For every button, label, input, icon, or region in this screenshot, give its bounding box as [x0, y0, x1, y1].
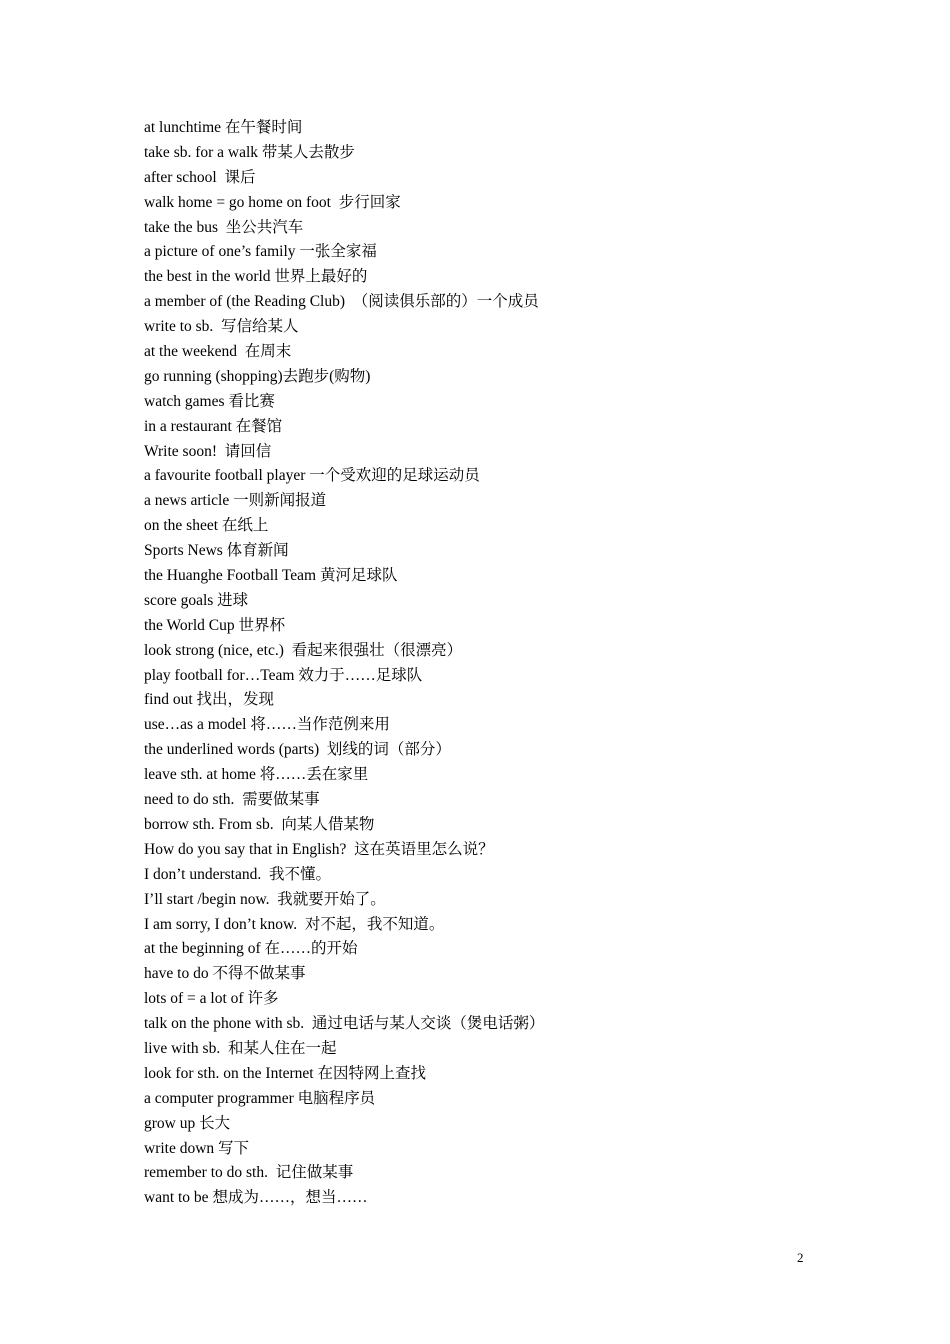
phrase-line: walk home = go home on foot 步行回家: [144, 193, 401, 211]
phrase-line: score goals 进球: [144, 591, 249, 609]
phrase-line: How do you say that in English? 这在英语里怎么说？: [144, 840, 494, 858]
phrase-line: write to sb. 写信给某人: [144, 318, 299, 336]
phrase-line: in a restaurant 在餐馆: [144, 417, 283, 435]
phrase-line: on the sheet 在纸上: [144, 517, 269, 535]
phrase-line: take the bus 坐公共汽车: [144, 218, 304, 236]
phrase-line: Write soon! 请回信: [144, 442, 272, 460]
phrase-line: a news article 一则新闻报道: [144, 492, 327, 510]
phrase-line: look for sth. on the Internet 在因特网上查找: [144, 1064, 426, 1082]
phrase-line: write down 写下: [144, 1139, 250, 1157]
phrase-line: the underlined words (parts) 划线的词（部分）: [144, 741, 451, 759]
phrase-line: play football for…Team 效力于……足球队: [144, 666, 423, 684]
phrase-line: need to do sth. 需要做某事: [144, 791, 320, 809]
phrase-line: remember to do sth. 记住做某事: [144, 1164, 354, 1182]
phrase-line: look strong (nice, etc.) 看起来很强壮（很漂亮）: [144, 641, 463, 659]
phrase-line: grow up 长大: [144, 1114, 231, 1132]
phrase-line: have to do 不得不做某事: [144, 965, 306, 983]
phrase-line: a computer programmer 电脑程序员: [144, 1089, 376, 1107]
phrase-line: after school 课后: [144, 168, 256, 186]
phrase-line: use…as a model 将……当作范例来用: [144, 716, 390, 734]
phrase-line: the World Cup 世界杯: [144, 616, 285, 634]
phrase-line: I don’t understand. 我不懂。: [144, 865, 331, 883]
phrase-line: the Huanghe Football Team 黄河足球队: [144, 567, 398, 585]
phrase-line: go running (shopping)去跑步(购物): [144, 367, 371, 385]
phrase-line: I’ll start /begin now. 我就要开始了。: [144, 890, 386, 908]
phrase-line: find out 找出，发现: [144, 691, 275, 709]
phrase-line: leave sth. at home 将……丢在家里: [144, 766, 369, 784]
phrase-list: [144, 116, 864, 1211]
phrase-line: talk on the phone with sb. 通过电话与某人交谈（煲电话粥）: [144, 1015, 545, 1033]
page-number: 2: [797, 1250, 804, 1265]
phrase-line: lots of = a lot of 许多: [144, 990, 279, 1008]
phrase-line: live with sb. 和某人住在一起: [144, 1039, 337, 1057]
phrase-line: want to be 想成为……，想当……: [144, 1189, 368, 1207]
phrase-line: a favourite football player 一个受欢迎的足球运动员: [144, 467, 480, 485]
phrase-line: at lunchtime 在午餐时间: [144, 119, 303, 136]
phrase-line: the best in the world 世界上最好的: [144, 268, 368, 286]
phrase-line: at the weekend 在周末: [144, 343, 292, 361]
phrase-line: borrow sth. From sb. 向某人借某物: [144, 815, 375, 833]
phrase-line: watch games 看比赛: [144, 392, 275, 410]
phrase-line: a member of (the Reading Club) （阅读俱乐部的）一个成员: [144, 293, 539, 311]
phrase-line: Sports News 体育新闻: [144, 542, 289, 560]
phrase-line: at the beginning of 在……的开始: [144, 940, 358, 958]
phrase-line: take sb. for a walk 带某人去散步: [144, 143, 355, 161]
phrase-line: a picture of one’s family 一张全家福: [144, 243, 377, 261]
phrase-line: I am sorry, I don’t know. 对不起，我不知道。: [144, 915, 445, 933]
